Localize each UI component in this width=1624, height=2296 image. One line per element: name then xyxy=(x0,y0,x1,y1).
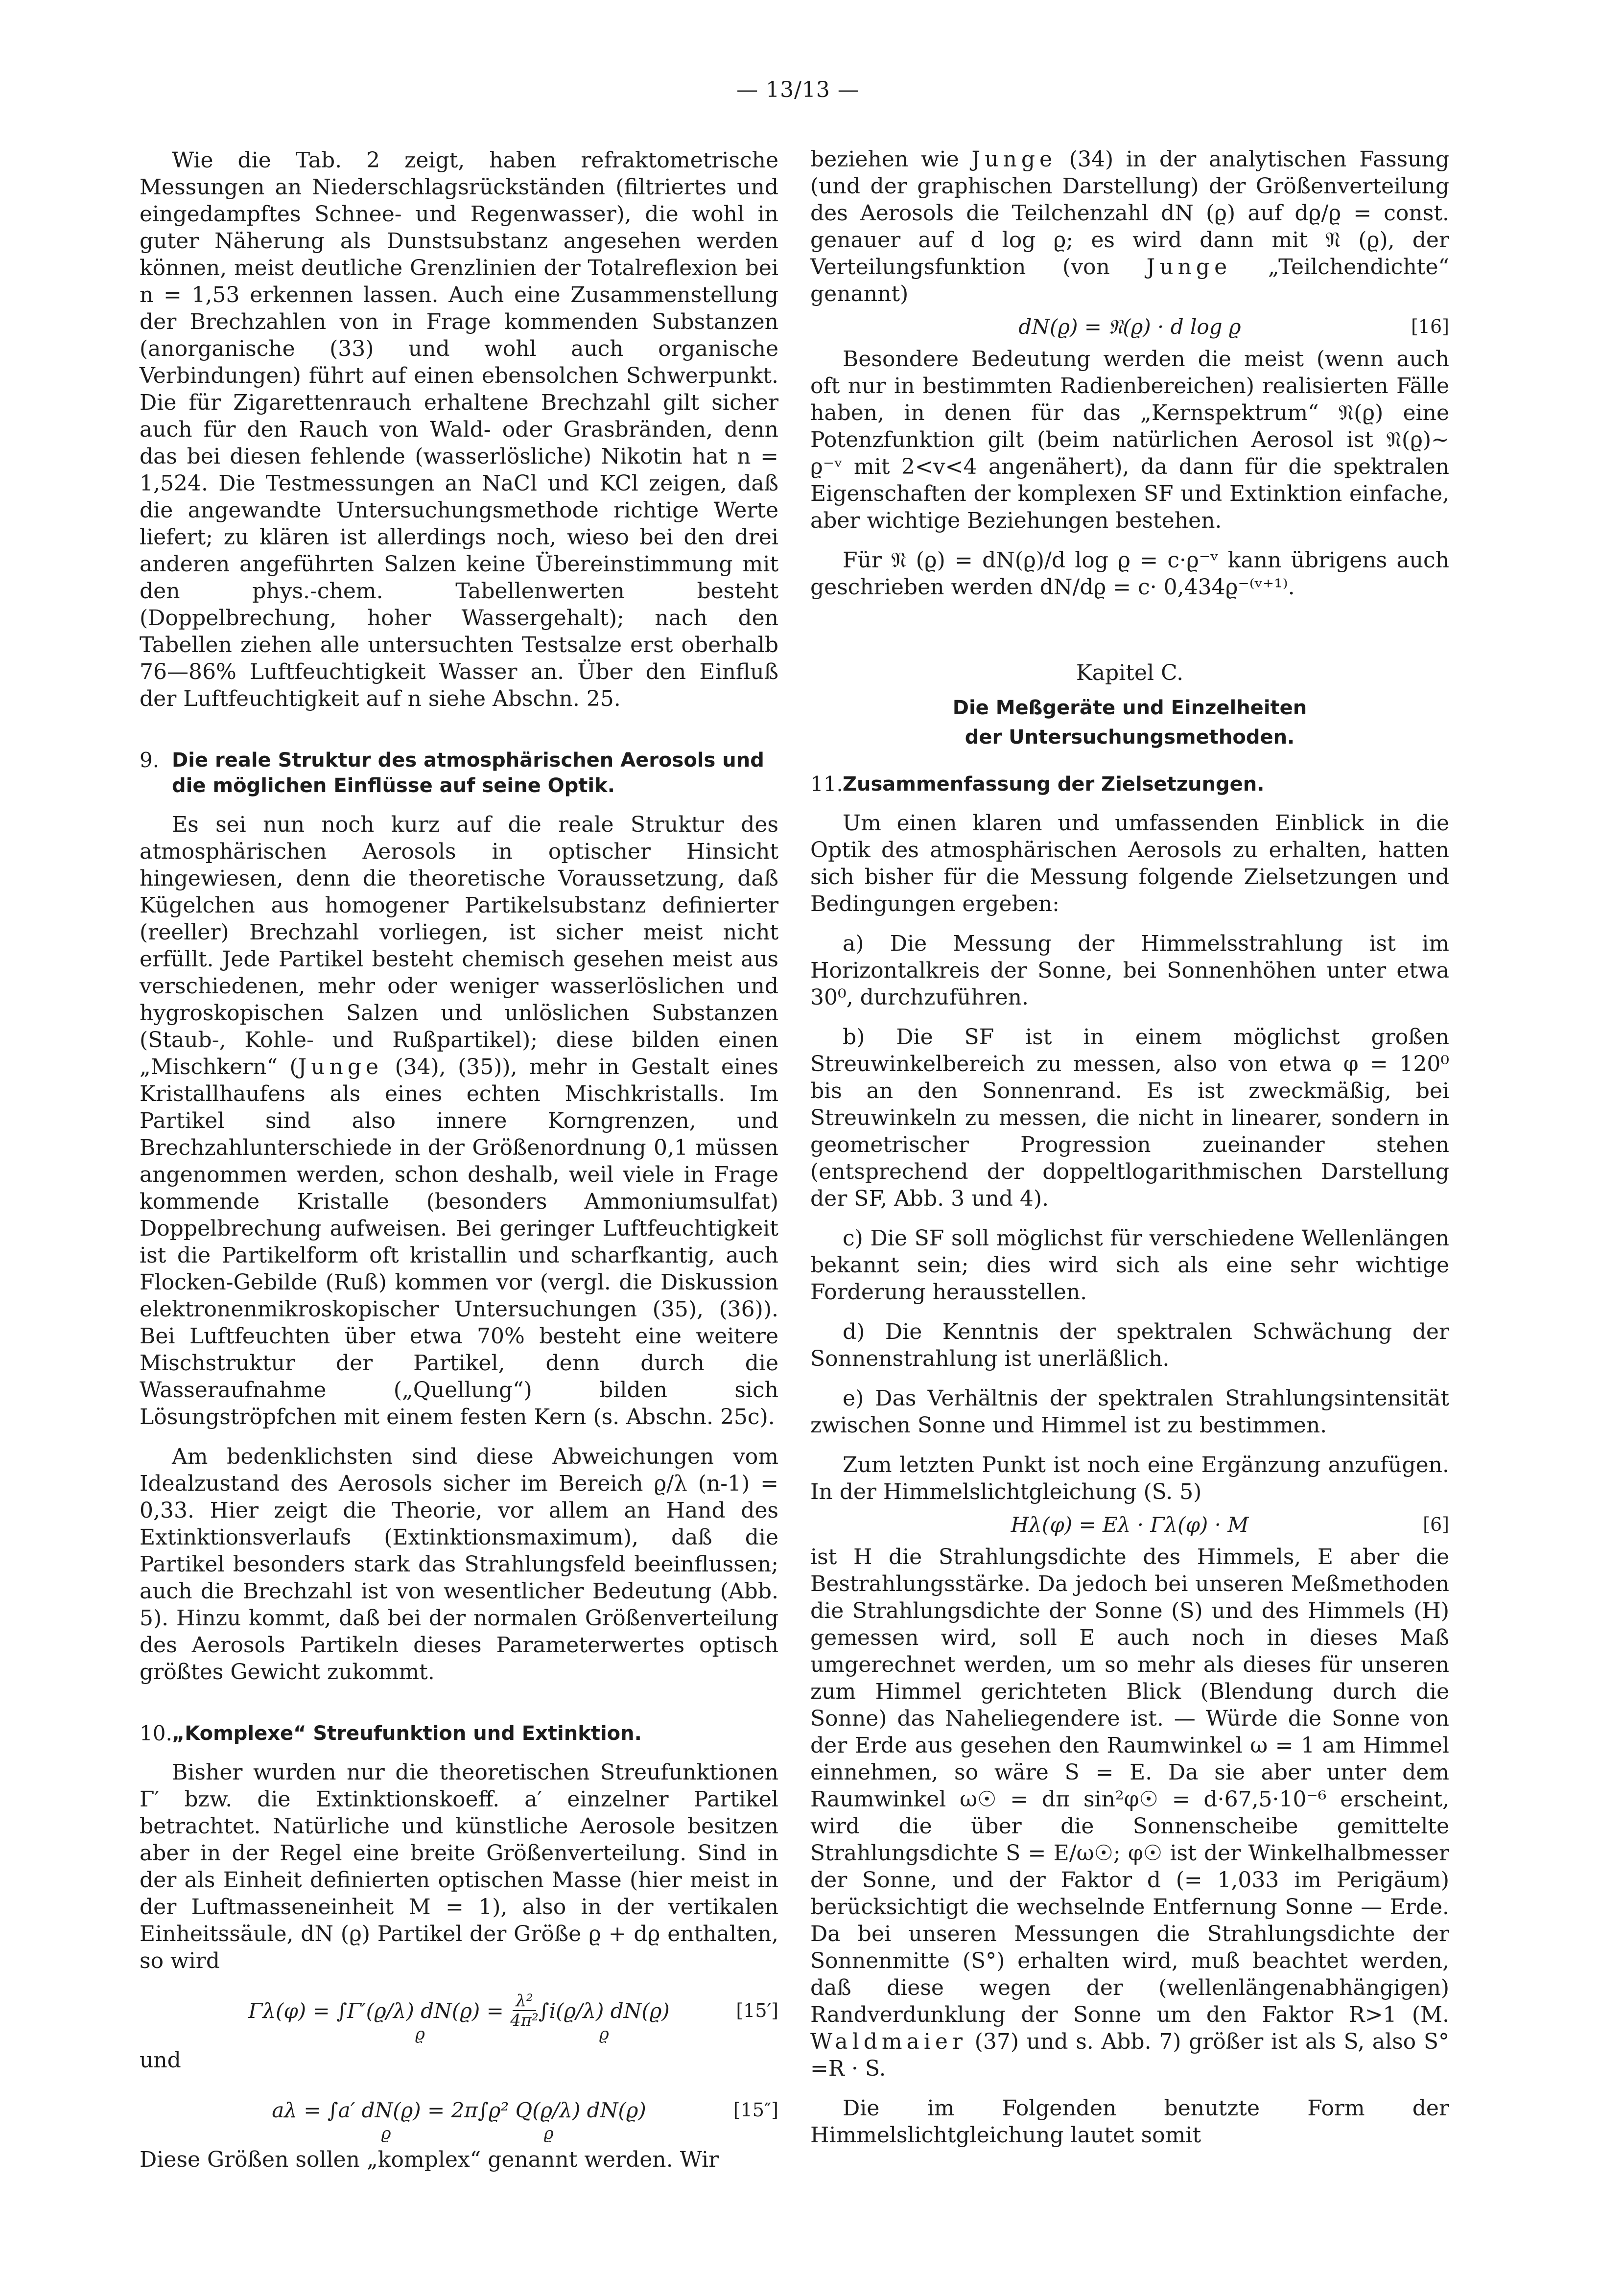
paragraph: Zum letzten Punkt ist noch eine Ergänzung anzufügen. In der Himmelslichtgleichung (S. 5) xyxy=(810,1453,1449,1504)
equation-number: [15″] xyxy=(733,2099,778,2121)
author-name: Waldmaier xyxy=(810,2029,967,2054)
right-column xyxy=(810,146,1449,2149)
paragraph: Bisher wurden nur die theoretischen Streufunktionen Γ′ bzw. die Extinktionskoeff. a′ einzelner Partikel betrachtet. Natürliche und künstliche Aerosole besitzen aber in der Regel eine breite Größenverteilung. Sind in der als Einheit definierten optischen Masse (hier meist in der Luftmasseneinheit M = 1), also in der vertikalen Einheitssäule, dN (ϱ) Partikel der Größe ϱ + dϱ enthalten, so wird xyxy=(140,1760,778,1973)
eq-term: ∫i(ϱ/λ) dN(ϱ) xyxy=(538,1998,670,2023)
eq-term: 2π∫ϱ² Q(ϱ/λ) dN(ϱ) xyxy=(451,2098,646,2122)
paragraph xyxy=(140,811,778,1430)
paragraph: Um einen klaren und umfassenden Einblick in die Optik des atmosphärischen Aerosols zu erhalten, hatten sich bisher für die Messung folgende Zielsetzungen und Bedingungen ergeben: xyxy=(810,811,1449,916)
equation-6 xyxy=(810,1507,1449,1542)
equation-15b xyxy=(140,2076,778,2144)
paragraph: Für 𝔑 (ϱ) = dN(ϱ)/d log ϱ = c·ϱ⁻ᵛ kann übrigens auch geschrieben werden dN/dϱ = c· 0,434ϱ⁻⁽ᵛ⁺¹⁾. xyxy=(810,548,1449,600)
section-heading-10 xyxy=(140,1721,778,1746)
text-run: (34), (35)), mehr in Gestalt eines Kristallhaufens als eines echten Mischkristalls. Im Partikel sind also innere Korngrenzen, und Brechzahlunterschiede in der Größenordnung 0,1 müssen angenommen werden, schon deshalb, weil viele in Frage kommende Kristalle (besonders Ammoniumsulfat) Doppelbrechung aufweisen. Bei geringer Luftfeuchtigkeit ist die Partikelform oft kristallin und scharfkantig, auch Flocken-Gebilde (Ruß) kommen vor (vergl. die Diskussion elektronenmikroskopischer Untersuchungen (35), (36)). Bei Luftfeuchten über etwa 70% besteht eine weitere Mischstruktur der Partikel, denn durch die Wasseraufnahme („Quellung“) bilden sich Lösungströpfchen mit einem festen Kern (s. Abschn. 25c). xyxy=(140,1054,778,1429)
eq-lhs: aλ = xyxy=(272,2098,321,2122)
chapter-label: Kapitel C. xyxy=(1076,660,1184,685)
text-run: (34) in der analytischen Fassung (und der graphischen Darstellung) der Größenverteilung des Aerosols die Teilchenzahl dN (ϱ) auf dϱ/ϱ = const. genauer auf d log ϱ; es wird dann mit 𝔑 (ϱ), der Verteilungsfunktion (von xyxy=(810,147,1449,280)
equation-number: [6] xyxy=(1423,1513,1449,1535)
page-number: — 13/13 — xyxy=(736,77,860,102)
section-number: 10. xyxy=(140,1721,172,1745)
eq-subscript: ϱ xyxy=(381,2123,391,2143)
section-heading-9 xyxy=(140,748,778,798)
eq-term: ∫Γ′(ϱ/λ) dN(ϱ) = xyxy=(336,1998,504,2023)
connector-word: und xyxy=(140,2048,181,2073)
text-run: „Teilchendichte“ genannt) xyxy=(810,255,1449,306)
list-item: a) Die Messung der Himmelsstrahlung ist im Horizontalkreis der Sonne, bei Sonnenhöhen unter etwa 30⁰, durchzuführen. xyxy=(810,931,1449,1010)
eq-lhs: Γλ(φ) = xyxy=(248,1998,330,2023)
eq-integral xyxy=(327,2097,445,2143)
equation-15a xyxy=(140,1976,778,2045)
eq-subscript: ϱ xyxy=(415,2024,425,2044)
fraction-denominator: 4π² xyxy=(510,2011,539,2030)
left-column xyxy=(140,147,778,2173)
section-heading-11 xyxy=(810,772,1449,797)
paragraph: Besondere Bedeutung werden die meist (wenn auch oft nur in bestimmten Radienbereichen) realisierten Fälle haben, in denen für das „Kernspektrum“ 𝔑(ϱ) eine Potenzfunktion gilt (beim natürlichen Aerosol ist 𝔑(ϱ)~ ϱ⁻ᵛ mit 2<v<4 angenähert), da dann für die spektralen Eigenschaften der komplexen SF und Extinktion einfache, aber wichtige Beziehungen bestehen. xyxy=(810,347,1449,533)
eq-integral xyxy=(451,2097,646,2143)
eq-body: dN(ϱ) = 𝔑(ϱ) · d log ϱ xyxy=(1018,314,1241,339)
paragraph xyxy=(810,146,1449,307)
paragraph: Diese Größen sollen „komplex“ genannt werden. Wir xyxy=(140,2147,719,2172)
equation-16 xyxy=(810,309,1449,344)
section-title: Die reale Struktur des atmosphärischen Aerosols und die möglichen Einflüsse auf seine Optik. xyxy=(172,749,764,797)
text-run: Es sei nun noch kurz auf die reale Struktur des atmosphärischen Aerosols in optischer Hinsicht hingewiesen, denn die theoretische Voraussetzung, daß Kügelchen aus homogener Partikelsubstanz definierter (reeller) Brechzahl vorliegen, ist sicher meist nicht erfüllt. Jede Partikel besteht chemisch gesehen meist aus verschiedenen, mehr oder weniger wasserlöslichen und hygroskopischen Salzen und unlöslichen Substanzen (Staub-, Kohle- und Rußpartikel); diese bilden einen „Mischkern“ ( xyxy=(140,812,778,1079)
eq-integral xyxy=(336,1997,504,2044)
paragraph: Wie die Tab. 2 zeigt, haben refraktometrische Messungen an Niederschlagsrückständen (filtriertes und eingedampftes Schnee- und Regenwasser), die wohl in guter Näherung als Dunstsubstanz angesehen werden können, meist deutliche Grenzlinien der Totalreflexion bei n = 1,53 erkennen lassen. Auch eine Zusammenstellung der Brechzahlen von in Frage kommenden Substanzen (anorganische (33) und wohl auch organische Verbindungen) führt auf einen ebensolchen Schwerpunkt. Die für Zigarettenrauch erhaltene Brechzahl gilt sicher auch für den Rauch von Wald- oder Grasbränden, denn das bei diesen fehlende (wasserlösliche) Nikotin hat n = 1,524. Die Testmessungen an NaCl und KCl zeigen, daß die angewandte Untersuchungsmethode richtige Werte liefert; zu klären ist allerdings noch, wieso bei den drei anderen angeführten Salzen keine Übereinstimmung mit den phys.-chem. Tabellenwerten besteht (Doppelbrechung, hoher Wassergehalt); nach den Tabellen ziehen alle untersuchten Testsalze erst oberhalb 76—86% Luftfeuchtigkeit Wasser an. Über den Einfluß der Luftfeuchtigkeit auf n siehe Abschn. 25. xyxy=(140,148,778,711)
paragraph xyxy=(810,1544,1449,2082)
paragraph: Am bedenklichsten sind diese Abweichungen vom Idealzustand des Aerosols sicher im Bereich ϱ/λ (n-1) = 0,33. Hier zeigt die Theorie, vor allem an Hand des Extinktionsverlaufs (Extinktionsmaximum), daß die Partikel besonders stark das Strahlungsfeld beeinflussen; auch die Brechzahl ist von wesentlicher Bedeutung (Abb. 5). Hinzu kommt, daß bei der normalen Größenverteilung des Aerosols Partikeln dieses Parameterwertes optisch größtes Gewicht zukommt. xyxy=(140,1444,778,1685)
paragraph: Die im Folgenden benutzte Form der Himmelslichtgleichung lautet somit xyxy=(810,2096,1449,2148)
chapter-title-line: der Untersuchungsmethoden. xyxy=(965,726,1295,749)
list-item: c) Die SF soll möglichst für verschiedene Wellenlängen bekannt sein; dies wird sich als eine sehr wichtige Forderung herausstellen. xyxy=(810,1226,1449,1305)
equation-number: [16] xyxy=(1411,315,1449,337)
list-item: b) Die SF ist in einem möglichst großen Streuwinkelbereich zu messen, also von etwa φ = 120⁰ bis an den Sonnenrand. Es ist zweckmäßig, bei Streuwinkeln zu messen, die nicht in linearer, sondern in geometrischer Progression zueinander stehen (entsprechend der doppeltlogarithmischen Darstellung der SF, Abb. 3 und 4). xyxy=(810,1025,1449,1211)
eq-integral xyxy=(538,1997,670,2044)
eq-subscript: ϱ xyxy=(599,2024,609,2044)
author-name: Junge xyxy=(971,147,1057,172)
fraction-numerator: λ² xyxy=(513,1991,536,2011)
section-number: 9. xyxy=(140,748,160,772)
equation-number: [15′] xyxy=(736,1999,778,2021)
list-item: e) Das Verhältnis der spektralen Strahlungsintensität zwischen Sonne und Himmel ist zu bestimmen. xyxy=(810,1386,1449,1438)
chapter-title-line: Die Meßgeräte und Einzelheiten xyxy=(952,697,1307,719)
author-name: Junge xyxy=(298,1054,383,1079)
eq-subscript: ϱ xyxy=(543,2123,554,2143)
text-run: (37) und s. Abb. 7) größer ist als S, also S° =R · S. xyxy=(810,2029,1449,2081)
list-item: d) Die Kenntnis der spektralen Schwächung der Sonnenstrahlung ist unerläßlich. xyxy=(810,1319,1449,1371)
text-run: ist H die Strahlungsdichte des Himmels, E aber die Bestrahlungsstärke. Da jedoch bei unseren Meßmethoden die Strahlungsdichte der Sonne (S) und des Himmels (H) gemessen wird, soll E auch noch in dieses Maß umgerechnet werden, um so mehr als dieses für unseren zum Himmel gerichteten Blick (Blendung durch die Sonne) das Naheliegendere ist. — Würde die Sonne von der Erde aus gesehen den Raumwinkel ω = 1 am Himmel einnehmen, so wäre S = E. Da sie aber unter dem Raumwinkel ω☉ = dπ sin²φ☉ = d·67,5·10⁻⁶ erscheint, wird die über die Sonnenscheibe gemittelte Strahlungsdichte S = E/ω☉; φ☉ ist der Winkelhalbmesser der Sonne, und der Faktor d (= 1,033 im Perigäum) berücksichtigt die wechselnde Entfernung Sonne — Erde. Da bei unseren Messungen die Strahlungsdichte der Sonnenmitte (S°) erhalten wird, muß beachtet werden, daß diese wegen der (wellenlängenabhängigen) Randverdunklung der Sonne um den Faktor R>1 (M. xyxy=(810,1545,1449,2027)
eq-fraction xyxy=(510,1991,539,2030)
chapter-title xyxy=(810,693,1449,752)
section-title: Zusammenfassung der Zielsetzungen. xyxy=(843,773,1265,796)
section-number: 11. xyxy=(810,772,843,796)
section-title: „Komplexe“ Streufunktion und Extinktion. xyxy=(172,1722,642,1745)
text-run: beziehen wie xyxy=(810,147,972,172)
eq-body: Hλ(φ) = Eλ · Γλ(φ) · M xyxy=(1011,1512,1249,1537)
author-name: Junge xyxy=(1146,255,1232,280)
eq-term: ∫a′ dN(ϱ) = xyxy=(327,2098,445,2122)
